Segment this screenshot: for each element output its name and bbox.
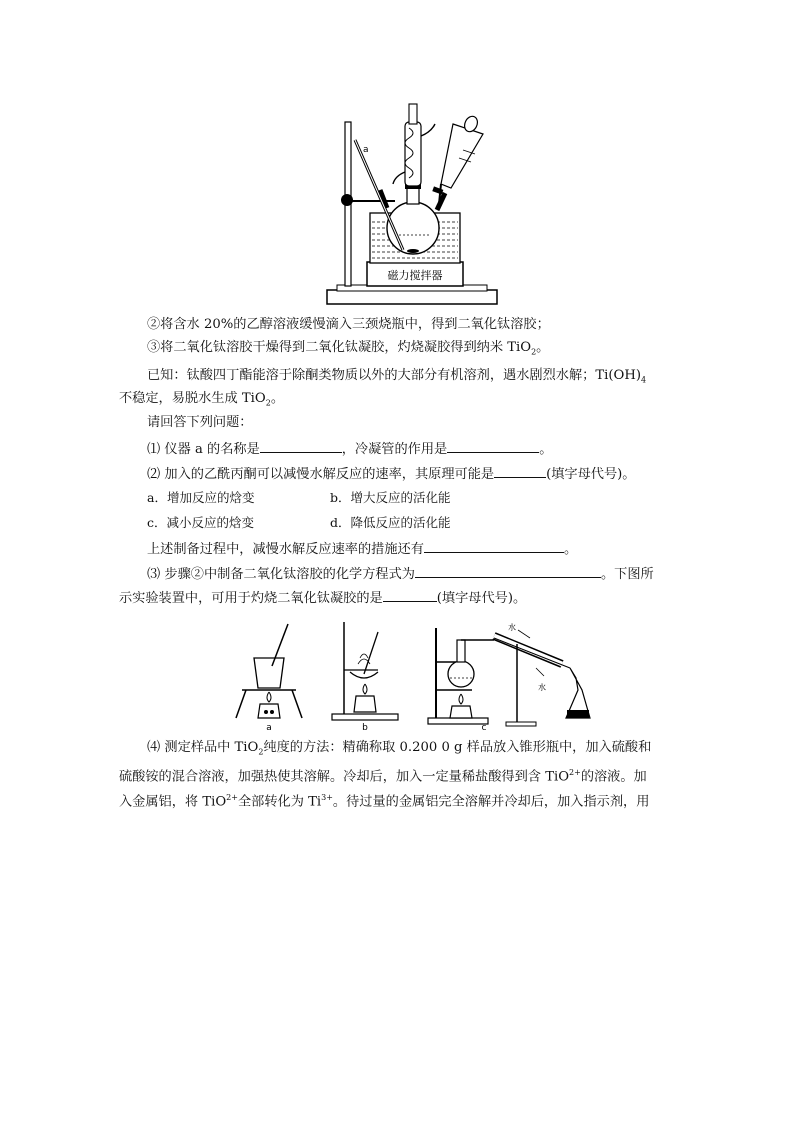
question-4-line-2: 硫酸铵的混合溶液，加强热使其溶解。冷却后，加入一定量稀盐酸得到含 TiO$^{2+}$的溶液。加 [119, 768, 647, 785]
known-info-line-1: 已知：钛酸四丁酯能溶于除酮类物质以外的大部分有机溶剂，遇水剧烈水解；$Ti(OH)_4$ [147, 368, 647, 385]
answer-blank-1a[interactable] [260, 438, 342, 453]
stirrer-label: 磁力搅拌器 [387, 269, 443, 282]
answer-blank-1b[interactable] [447, 438, 539, 453]
calcination-apparatus-figure [232, 618, 592, 736]
option-c: c．减小反应的焓变 [147, 515, 255, 530]
question-2: ⑵ 加入的乙酰丙酮可以减慢水解反应的速率，其原理可能是 (填字母代号)。 [147, 463, 636, 485]
question-2-followup: 上述制备过程中，减慢水解反应速率的措施还有 。 [147, 538, 577, 560]
option-d: d．降低反应的活化能 [330, 515, 451, 530]
apparatus-a [236, 624, 302, 733]
svg-text:a: a [266, 723, 272, 733]
answer-blank-3b[interactable] [383, 587, 437, 602]
label-a: a [363, 145, 369, 155]
known-info-line-2: 不稳定，易脱水生成 TiO$_2$。 [119, 391, 284, 408]
questions-heading: 请回答下列问题： [147, 415, 253, 430]
answer-blank-2[interactable] [494, 463, 546, 478]
option-b: b．增大反应的活化能 [330, 490, 451, 505]
answer-blank-2b[interactable] [424, 538, 564, 553]
question-3: ⑶ 步骤②中制备二氧化钛溶胶的化学方程式为 。下图所 [147, 563, 654, 585]
svg-text:c: c [481, 723, 487, 733]
option-a: a．增加反应的焓变 [147, 490, 255, 505]
step-3-text: ③将二氧化钛溶胶干燥得到二氧化钛凝胶，灼烧凝胶得到纳米 TiO$_2$。 [147, 340, 550, 357]
apparatus-b [332, 622, 398, 733]
answer-blank-3a[interactable] [415, 563, 601, 578]
step-2-text: ②将含水 20%的乙醇溶液缓慢滴入三颈烧瓶中，得到二氧化钛溶胶； [147, 317, 550, 332]
svg-text:水: 水 [508, 623, 516, 632]
question-3-cont: 示实验装置中，可用于灼烧二氧化钛凝胶的是 (填字母代号)。 [119, 587, 526, 609]
question-1: ⑴ 仪器 a 的名称是 ，冷凝管的作用是 。 [147, 438, 552, 460]
question-4: ⑷ 测定样品中 TiO$_2$纯度的方法：精确称取 0.200 0 g 样品放入锥形瓶中，加入硫酸和 [147, 740, 652, 757]
svg-text:b: b [362, 723, 368, 733]
question-4-line-3: 入金属铝，将 TiO$^{2+}$全部转化为 $Ti^{3+}$。待过量的金属铝完全溶解并冷却后，加入指示剂，用 [119, 793, 650, 810]
svg-text:水: 水 [538, 683, 546, 692]
three-neck-flask-apparatus [325, 100, 503, 310]
apparatus-c [428, 622, 590, 733]
